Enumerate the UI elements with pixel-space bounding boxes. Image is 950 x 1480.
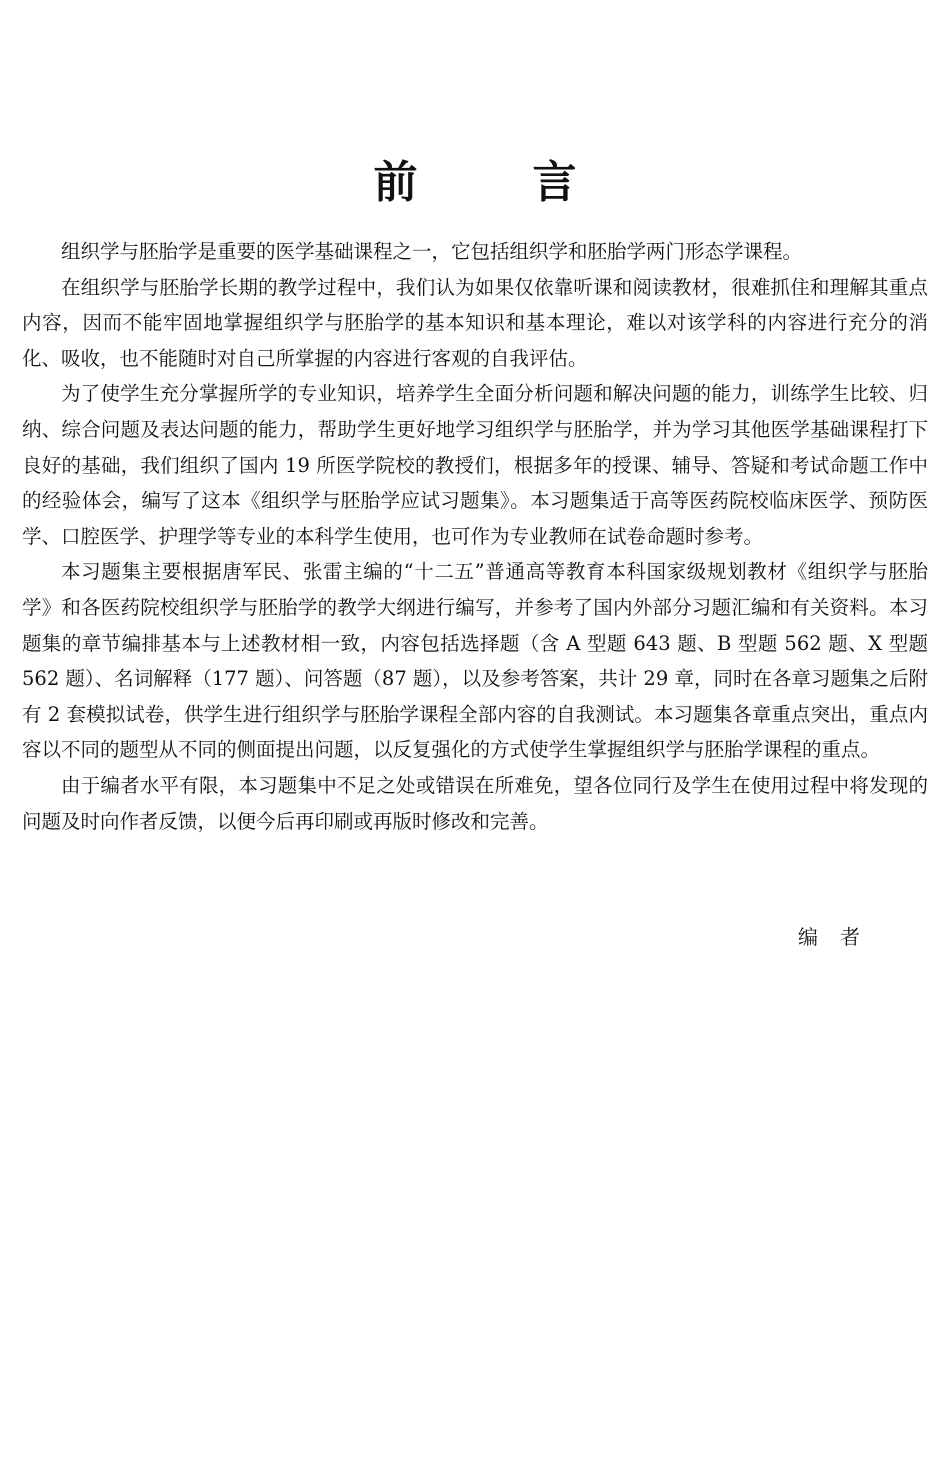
paragraph-3: 为了使学生充分掌握所学的专业知识，培养学生全面分析问题和解决问题的能力，训练学生比较、归纳、综合问题及表达问题的能力，帮助学生更好地学习组织学与胚胎学，并为学习其他医学基础课程打下良好的基础，我们组织了国内 19 所医学院校的教授们，根据多年的授课、辅导、答疑和考试命题工作中的经验体会，编写了这本《组织学与胚胎学应试习题集》。本习题集适于高等医药院校临床医学、预防医学、口腔医学、护理学等专业的本科学生使用，也可作为专业教师在试卷命题时参考。 [22, 382, 928, 548]
paragraph-2: 在组织学与胚胎学长期的教学过程中，我们认为如果仅依靠听课和阅读教材，很难抓住和理解其重点内容，因而不能牢固地掌握组织学与胚胎学的基本知识和基本理论，难以对该学科的内容进行充分的消化、吸收，也不能随时对自己所掌握的内容进行客观的自我评估。 [22, 275, 928, 370]
paragraph-4: 本习题集主要根据唐军民、张雷主编的“十二五”普通高等教育本科国家级规划教材《组织学与胚胎学》和各医药院校组织学与胚胎学的教学大纲进行编写，并参考了国内外部分习题汇编和有关资料。本习题集的章节编排基本与上述教材相一致，内容包括选择题（含 A 型题 643 题、B 型题 562 题、X 型题 562 题）、名词解释（177 题）、问答题（87 题），以及参考答案，共计 29 章，同时在各章习题集之后附有 2 套模拟试卷，供学生进行组织学与胚胎学课程全部内容的自我测试。本习题集各章重点突出，重点内容以不同的题型从不同的侧面提出问题，以反复强化的方式使学生掌握组织学与胚胎学课程的重点。 [22, 560, 928, 762]
page-title: 前言 [373, 157, 692, 209]
paragraph-5: 由于编者水平有限，本习题集中不足之处或错误在所难免，望各位同行及学生在使用过程中将发现的问题及时向作者反馈，以便今后再印刷或再版时修改和完善。 [22, 773, 928, 833]
author-signature: 编者 [798, 925, 882, 949]
preface-body [22, 234, 928, 839]
paragraph-1: 组织学与胚胎学是重要的医学基础课程之一，它包括组织学和胚胎学两门形态学课程。 [61, 240, 803, 263]
